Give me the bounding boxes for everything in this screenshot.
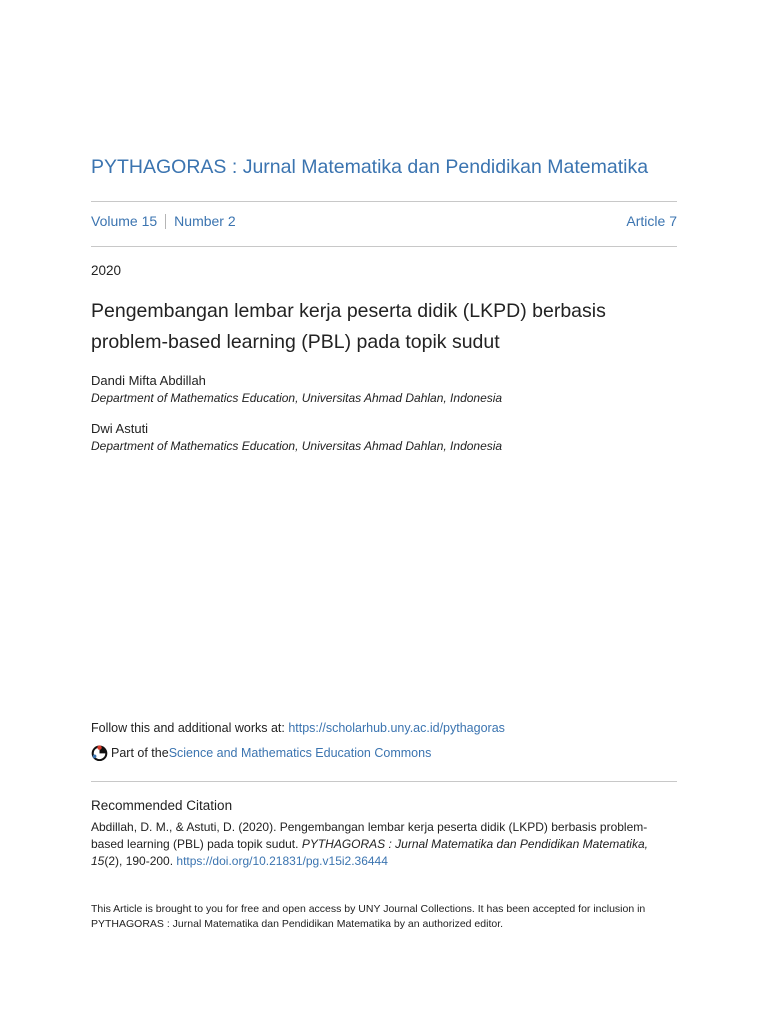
repository-link[interactable]: https://scholarhub.uny.ac.id/pythagoras <box>288 721 505 735</box>
issue-divider <box>91 246 677 247</box>
access-statement: This Article is brought to you for free and open access by UNY Journal Collections. It has been accepted for inclusion in PYTHAGORAS : Jurnal Matematika dan Pendidikan Matematika by an authorized editor. <box>91 903 646 930</box>
recommended-citation-heading: Recommended Citation <box>91 798 233 813</box>
follow-line <box>91 721 505 735</box>
issue-bar <box>91 213 677 229</box>
citation-journal: PYTHAGORAS : Jurnal Matematika dan Pendidikan Matematika, 15 <box>91 837 648 868</box>
volume-link[interactable]: Volume 15 <box>91 213 158 229</box>
author-affiliation: Department of Mathematics Education, Universitas Ahmad Dahlan, Indonesia <box>91 391 503 405</box>
author-affiliation: Department of Mathematics Education, Universitas Ahmad Dahlan, Indonesia <box>91 439 503 453</box>
commons-logo-icon <box>91 744 108 761</box>
follow-label: Follow this and additional works at: <box>91 721 289 735</box>
issue-separator <box>165 214 166 229</box>
part-of-label: Part of the <box>111 745 169 760</box>
part-of-line <box>91 744 431 761</box>
article-title: Pengembangan lembar kerja peserta didik (LKPD) berbasis problem-based learning (PBL) pada topik sudut <box>91 300 606 353</box>
author-name: Dandi Mifta Abdillah <box>91 373 206 388</box>
citation-plain: Abdillah, D. M., & Astuti, D. (2020). Pengembangan lembar kerja peserta didik (LKPD) berbasis problem-based learning (PBL) pada topik sudut. <box>91 820 648 851</box>
citation-text <box>91 819 677 870</box>
journal-title-link[interactable]: PYTHAGORAS : Jurnal Matematika dan Pendidikan Matematika <box>91 156 649 178</box>
publication-year: 2020 <box>91 263 122 278</box>
commons-link[interactable]: Science and Mathematics Education Commons <box>168 745 432 760</box>
article-link[interactable]: Article 7 <box>626 213 677 229</box>
doi-link[interactable]: https://doi.org/10.21831/pg.v15i2.36444 <box>176 854 388 868</box>
citation-divider <box>91 781 677 782</box>
top-divider <box>91 201 677 202</box>
author-name: Dwi Astuti <box>91 421 149 436</box>
citation-issue-pages: (2), 190-200. <box>104 854 177 868</box>
number-link[interactable]: Number 2 <box>174 213 236 229</box>
